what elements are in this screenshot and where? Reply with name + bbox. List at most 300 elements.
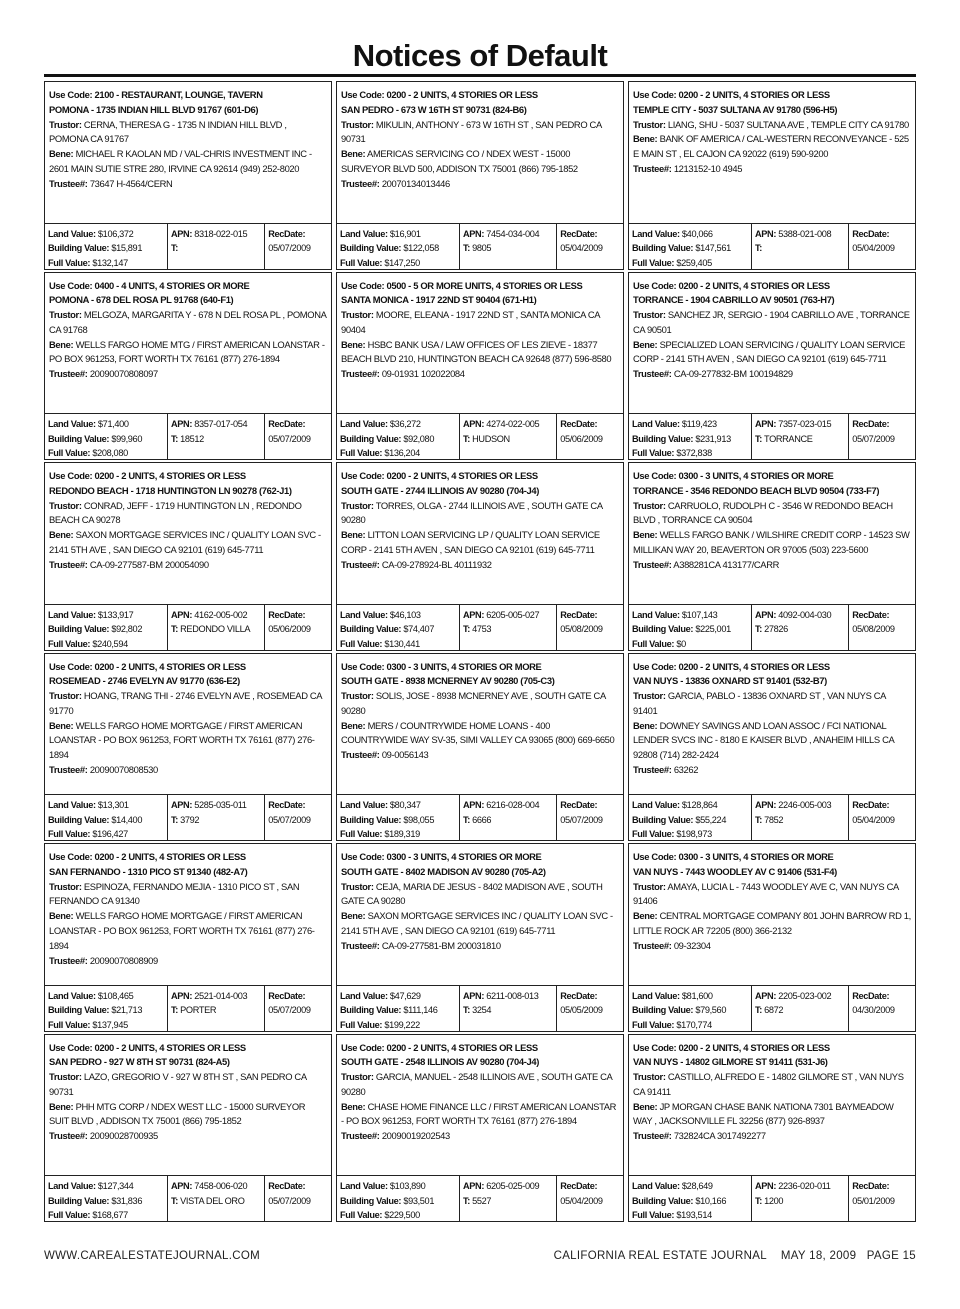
trustor-line (633, 689, 911, 719)
land-value-value: $80,347 (389, 800, 421, 810)
apn-line (463, 417, 553, 432)
land-value-value: $36,272 (389, 419, 421, 429)
trustee-value: 732824CA 3017492277 (673, 1130, 766, 1142)
trustee-line (341, 939, 619, 954)
notice-body (337, 844, 623, 985)
trustor-line (633, 880, 911, 910)
land-value-line (632, 1179, 748, 1194)
apn-value: 6205-025-009 (486, 1181, 540, 1191)
tract-value: 27826 (764, 624, 788, 635)
rec-date-label: RecDate: (560, 1181, 598, 1191)
trustee-value: 20070134013446 (381, 177, 450, 189)
notice-body (45, 463, 331, 604)
full-value-line (632, 1018, 748, 1031)
apn-cell (168, 605, 265, 650)
trustee-line (49, 558, 327, 573)
beneficiary-line (341, 1100, 619, 1130)
footer-website[interactable]: WWW.CAREALESTATEJOURNAL.COM (44, 1250, 260, 1262)
full-value-value: $229,500 (384, 1210, 420, 1221)
beneficiary-line (49, 338, 327, 368)
building-value-value: $92,080 (403, 433, 435, 444)
rec-date-label: RecDate: (852, 228, 890, 239)
use-code: Use Code: 0300 - 3 UNITS, 4 STORIES OR MORE (341, 851, 542, 862)
rec-date-cell (265, 795, 331, 840)
trustee-value: 63262 (673, 764, 699, 776)
tract-value: 6872 (764, 1005, 784, 1016)
property-address: VAN NUYS - 7443 WOODLEY AV C 91406 (531-F4) (633, 865, 837, 877)
value-cell (629, 986, 752, 1031)
building-value-label: Building Value: (48, 814, 110, 825)
trustor-label: Trustor: (341, 499, 374, 511)
trustee-label: Trustee#: (341, 368, 380, 380)
building-value-value: $111,146 (403, 1005, 438, 1016)
full-value-label: Full Value: (632, 257, 675, 268)
trustee-label: Trustee#: (341, 749, 380, 761)
tract-label: T: (462, 1195, 470, 1206)
beneficiary-line (341, 338, 619, 368)
tract-line (755, 1194, 845, 1209)
trustor-value: MOORE, ELEANA - 1917 22ND ST , SANTA MONICA CA 90404 (341, 309, 600, 335)
trustor-value: SANCHEZ JR, SERGIO - 1904 CABRILLO AVE , TORRANCE CA 90501 (633, 309, 910, 335)
rec-date-cell (557, 986, 623, 1031)
land-value-line (340, 227, 456, 242)
use-code: Use Code: 0400 - 4 UNITS, 4 STORIES OR MORE (49, 279, 250, 291)
apn-value: 2236-020-011 (778, 1181, 831, 1191)
rec-date-cell (265, 224, 331, 269)
rec-date-value: 05/04/2009 (560, 1195, 603, 1206)
notice-card (336, 272, 624, 461)
notice-values (337, 604, 623, 650)
value-cell (45, 1176, 168, 1221)
full-value-value: $193,514 (676, 1210, 712, 1221)
beneficiary-line (49, 1100, 327, 1130)
rec-date-label: RecDate: (852, 1181, 890, 1191)
full-value-label: Full Value: (340, 448, 383, 459)
trustor-label: Trustor: (633, 118, 666, 130)
trustor-value: CERNA, THERESA G - 1735 N INDIAN HILL BLVD , POMONA CA 91767 (49, 118, 287, 145)
notice-values (45, 223, 331, 269)
rec-date-value: 05/07/2009 (852, 433, 895, 444)
building-value-label: Building Value: (340, 433, 402, 444)
land-value-line (632, 989, 748, 1004)
land-value-value: $47,629 (389, 990, 421, 1001)
apn-line (171, 227, 261, 242)
building-value-value: $92,802 (111, 624, 143, 635)
value-cell (629, 605, 752, 650)
beneficiary-label: Bene: (49, 910, 74, 922)
tract-label: T: (462, 624, 470, 635)
trustor-value: GARCIA, MANUEL - 2548 ILLINOIS AVE , SOUTH GATE CA 90280 (341, 1071, 612, 1097)
trustee-label: Trustee#: (633, 939, 672, 951)
land-value-label: Land Value: (48, 1181, 96, 1191)
rec-date-label: RecDate: (560, 419, 598, 429)
full-value-label: Full Value: (632, 829, 675, 840)
apn-cell (168, 986, 265, 1031)
trustor-line (49, 308, 327, 338)
value-cell (45, 414, 168, 459)
property-address: TORRANCE - 1904 CABRILLO AV 90501 (763-H7) (633, 294, 835, 306)
beneficiary-value: CENTRAL MORTGAGE COMPANY 801 JOHN BARROW RD 1, LITTLE ROCK AR 72205 (800) 366-2132 (633, 910, 911, 936)
trustor-label: Trustor: (341, 309, 374, 321)
land-value-value: $71,400 (97, 419, 129, 429)
apn-cell (460, 224, 557, 269)
footer-info (554, 1250, 916, 1262)
tract-line (171, 432, 261, 447)
trustee-line (341, 748, 619, 763)
rec-date-label: RecDate: (268, 609, 306, 620)
beneficiary-value: SAXON MORTGAGE SERVICES INC / QUALITY LOAN SVC - 2141 5TH AVE , SAN DIEGO CA 92101 (619) 645-7711 (341, 910, 613, 936)
notice-card (44, 653, 332, 842)
building-value-value: $55,224 (695, 814, 727, 825)
apn-value: 2246-005-003 (778, 800, 832, 810)
rec-date-label: RecDate: (560, 609, 598, 620)
full-value-label: Full Value: (632, 638, 675, 649)
notice-values (337, 413, 623, 459)
building-value-line (48, 241, 164, 256)
land-value-line (48, 989, 164, 1004)
apn-value: 4092-004-030 (778, 609, 832, 620)
land-value-line (48, 608, 164, 623)
beneficiary-value: CHASE HOME FINANCE LLC / FIRST AMERICAN LOANSTAR - PO BOX 961253, FORT WORTH TX 76161 (877) 276-1894 (341, 1100, 617, 1127)
rec-date-value: 05/04/2009 (560, 243, 603, 254)
full-value-value: $136,204 (384, 448, 420, 459)
notice-body (629, 1035, 915, 1176)
trustee-line (49, 367, 327, 382)
rec-date-cell (265, 414, 331, 459)
tract-line (755, 622, 845, 637)
full-value-value: $170,774 (676, 1019, 712, 1030)
trustee-value: A388281CA 413177/CARR (673, 558, 780, 570)
trustee-line (633, 558, 911, 573)
beneficiary-value: SAXON MORTGAGE SERVICES INC / QUALITY LOAN SVC - 2141 5TH AVE , SAN DIEGO CA 92101 (619) 645-7711 (49, 529, 321, 555)
land-value-label: Land Value: (48, 609, 96, 620)
trustor-line (341, 1070, 619, 1100)
beneficiary-label: Bene: (341, 529, 366, 541)
beneficiary-value: MICHAEL R KAOLAN MD / VAL-CHRIS INVESTMENT INC - 2601 MAIN SUTIE STRE 280, IRVINE CA 92614 (949) 252-8020 (49, 148, 312, 174)
beneficiary-line (633, 719, 911, 763)
land-value-value: $128,864 (681, 800, 718, 810)
full-value-label: Full Value: (632, 448, 675, 459)
apn-label: APN: (462, 419, 485, 429)
building-value-value: $99,960 (111, 433, 143, 444)
use-code: Use Code: 0200 - 2 UNITS, 4 STORIES OR LESS (633, 1041, 830, 1053)
rec-date-cell (849, 414, 915, 459)
full-value-line (48, 446, 164, 459)
full-value-line (632, 446, 748, 459)
full-value-value: $132,147 (92, 257, 128, 268)
full-value-line (632, 637, 748, 650)
beneficiary-label: Bene: (49, 719, 74, 731)
land-value-line (48, 798, 164, 813)
use-code: Use Code: 2100 - RESTAURANT, LOUNGE, TAVERN (49, 89, 263, 100)
use-code: Use Code: 0200 - 2 UNITS, 4 STORIES OR LESS (341, 89, 538, 100)
trustee-label: Trustee#: (49, 177, 88, 189)
trustor-label: Trustor: (49, 1071, 82, 1083)
building-value-label: Building Value: (632, 1195, 694, 1206)
building-value-line (632, 432, 748, 447)
rec-date-label: RecDate: (268, 228, 306, 239)
full-value-label: Full Value: (48, 257, 91, 268)
notice-card (44, 272, 332, 461)
building-value-line (48, 1003, 164, 1018)
full-value-value: $199,222 (384, 1019, 420, 1030)
notice-values (629, 413, 915, 459)
land-value-label: Land Value: (340, 800, 388, 810)
trustee-label: Trustee#: (633, 1130, 672, 1142)
full-value-label: Full Value: (48, 638, 91, 649)
apn-cell (752, 414, 849, 459)
tract-label: T: (754, 1195, 762, 1206)
notice-card (628, 1034, 916, 1223)
tract-value: 5527 (472, 1195, 492, 1206)
rec-date-label: RecDate: (268, 1181, 306, 1191)
trustee-line (49, 763, 327, 778)
trustor-label: Trustor: (633, 1071, 666, 1083)
tract-label: T: (754, 433, 762, 444)
tract-value: HUDSON (472, 433, 510, 444)
trustee-value: CA-09-277581-BM 200031810 (381, 939, 501, 951)
beneficiary-value: WELLS FARGO HOME MTG / FIRST AMERICAN LOANSTAR - PO BOX 961253, FORT WORTH TX 76161 (877) 276-1894 (49, 338, 325, 365)
beneficiary-value: WELLS FARGO HOME MORTGAGE / FIRST AMERICAN LOANSTAR - PO BOX 961253, FORT WORTH TX 76161 (877) 276-1894 (49, 719, 315, 761)
tract-line (755, 1003, 845, 1018)
tract-line (755, 813, 845, 828)
trustee-value: 20090070808097 (89, 368, 158, 380)
apn-label: APN: (754, 419, 777, 429)
beneficiary-value: MERS / COUNTRYWIDE HOME LOANS - 400 COUNTRYWIDE WAY SV-35, SIMI VALLEY CA 93065 (800) 669-6650 (341, 719, 615, 746)
beneficiary-value: DOWNEY SAVINGS AND LOAN ASSOC / FCI NATIONAL LENDER SVCS INC - 8180 E KAISER BLVD , ANAHEIM HILLS CA 92808 (714) 282-2424 (633, 719, 894, 761)
full-value-value: $0 (676, 638, 686, 649)
tract-value: 3792 (180, 814, 200, 825)
trustor-line (341, 880, 619, 910)
tract-value: 1200 (764, 1195, 784, 1206)
tract-line (171, 622, 261, 637)
notice-card (336, 1034, 624, 1223)
rec-date-value: 05/07/2009 (560, 814, 603, 825)
trustor-label: Trustor: (633, 309, 666, 321)
tract-label: T: (462, 1005, 470, 1016)
apn-line (463, 798, 553, 813)
value-cell (45, 224, 168, 269)
apn-cell (460, 414, 557, 459)
beneficiary-line (633, 338, 911, 368)
property-address: VAN NUYS - 13836 OXNARD ST 91401 (532-B7) (633, 675, 827, 687)
apn-label: APN: (170, 228, 193, 239)
beneficiary-label: Bene: (341, 910, 366, 922)
use-code: Use Code: 0300 - 3 UNITS, 4 STORIES OR MORE (633, 470, 834, 481)
rec-date-label: RecDate: (852, 609, 890, 620)
apn-line (463, 608, 553, 623)
apn-label: APN: (462, 990, 485, 1001)
value-cell (337, 986, 460, 1031)
tract-label: T: (754, 1005, 762, 1016)
building-value-label: Building Value: (48, 433, 110, 444)
full-value-label: Full Value: (340, 257, 383, 268)
rec-date-value: 05/07/2009 (268, 1005, 311, 1016)
notice-card (336, 843, 624, 1032)
rec-date-value: 05/07/2009 (268, 1195, 311, 1206)
property-address: ROSEMEAD - 2746 EVELYN AV 91770 (636-E2) (49, 675, 240, 687)
use-code: Use Code: 0200 - 2 UNITS, 4 STORIES OR LESS (49, 470, 246, 481)
use-code: Use Code: 0500 - 5 OR MORE UNITS, 4 STORIES OR LESS (341, 279, 583, 291)
tract-label: T: (170, 243, 178, 254)
apn-line (171, 1179, 261, 1194)
apn-line (171, 989, 261, 1004)
land-value-label: Land Value: (340, 1181, 388, 1191)
use-code: Use Code: 0200 - 2 UNITS, 4 STORIES OR LESS (49, 1041, 246, 1053)
apn-cell (752, 605, 849, 650)
building-value-label: Building Value: (48, 243, 110, 254)
building-value-line (632, 241, 748, 256)
property-address: POMONA - 1735 INDIAN HILL BLVD 91767 (601-D6) (49, 103, 259, 115)
trustor-label: Trustor: (341, 880, 374, 892)
building-value-label: Building Value: (48, 624, 110, 635)
apn-label: APN: (170, 990, 193, 1001)
apn-value: 7458-006-020 (194, 1181, 248, 1191)
trustor-label: Trustor: (633, 880, 666, 892)
beneficiary-line (341, 147, 619, 177)
value-cell (337, 414, 460, 459)
building-value-value: $231,913 (695, 433, 731, 444)
rec-date-cell (849, 1176, 915, 1221)
use-code: Use Code: 0200 - 2 UNITS, 4 STORIES OR LESS (633, 89, 830, 100)
tract-value: VISTA DEL ORO (180, 1195, 245, 1206)
beneficiary-line (49, 528, 327, 558)
trustor-value: GARCIA, PABLO - 13836 OXNARD ST , VAN NUYS CA 91401 (633, 690, 886, 716)
notice-values (45, 985, 331, 1031)
full-value-value: $137,945 (92, 1019, 128, 1030)
apn-label: APN: (462, 1181, 485, 1191)
tract-value: 18512 (180, 433, 204, 444)
apn-line (463, 989, 553, 1004)
value-cell (45, 795, 168, 840)
building-value-label: Building Value: (340, 1005, 402, 1016)
beneficiary-line (341, 909, 619, 939)
full-value-label: Full Value: (340, 1019, 383, 1030)
apn-value: 4274-022-005 (486, 419, 540, 429)
notice-values (45, 413, 331, 459)
apn-cell (752, 795, 849, 840)
notice-values (629, 604, 915, 650)
land-value-line (48, 1179, 164, 1194)
apn-line (755, 798, 845, 813)
building-value-label: Building Value: (48, 1005, 110, 1016)
tract-value: 9805 (472, 243, 492, 254)
apn-cell (168, 414, 265, 459)
trustee-label: Trustee#: (49, 954, 88, 966)
trustee-value: 20090028700935 (89, 1130, 158, 1142)
full-value-label: Full Value: (340, 638, 383, 649)
notice-card (44, 462, 332, 651)
tract-line (463, 241, 553, 256)
land-value-value: $46,103 (389, 609, 421, 620)
rec-date-value: 05/04/2009 (852, 814, 895, 825)
apn-label: APN: (170, 419, 193, 429)
land-value-label: Land Value: (340, 990, 388, 1001)
apn-line (171, 608, 261, 623)
trustee-label: Trustee#: (49, 368, 88, 380)
rec-date-label: RecDate: (268, 800, 306, 810)
trustor-label: Trustor: (633, 499, 666, 511)
notice-values (629, 985, 915, 1031)
full-value-line (632, 1208, 748, 1221)
land-value-value: $28,649 (681, 1181, 713, 1191)
notice-values (337, 1175, 623, 1221)
beneficiary-label: Bene: (341, 719, 366, 731)
rec-date-value: 05/01/2009 (852, 1195, 895, 1206)
rec-date-label: RecDate: (852, 419, 890, 429)
land-value-value: $133,917 (97, 609, 134, 620)
land-value-line (340, 798, 456, 813)
building-value-line (48, 432, 164, 447)
notice-card (628, 81, 916, 270)
full-value-line (48, 1208, 164, 1221)
tract-value: 6666 (472, 814, 492, 825)
full-value-line (48, 256, 164, 269)
notice-values (45, 794, 331, 840)
apn-label: APN: (170, 609, 193, 620)
building-value-line (340, 241, 456, 256)
notice-card (44, 81, 332, 270)
beneficiary-line (341, 719, 619, 749)
notice-card (628, 653, 916, 842)
trustee-label: Trustee#: (49, 1130, 88, 1142)
full-value-line (340, 827, 456, 840)
notice-body (337, 273, 623, 414)
beneficiary-line (633, 528, 911, 558)
full-value-label: Full Value: (632, 1210, 675, 1221)
rec-date-cell (557, 1176, 623, 1221)
rec-date-value: 05/07/2009 (268, 243, 311, 254)
trustee-label: Trustee#: (341, 558, 380, 570)
property-address: TEMPLE CITY - 5037 SULTANA AV 91780 (596-H5) (633, 103, 838, 115)
full-value-label: Full Value: (48, 829, 91, 840)
building-value-value: $147,561 (695, 243, 731, 254)
trustor-value: MELGOZA, MARGARITA Y - 678 N DEL ROSA PL , POMONA CA 91768 (49, 309, 327, 335)
apn-label: APN: (462, 800, 485, 810)
apn-label: APN: (754, 1181, 777, 1191)
building-value-label: Building Value: (632, 814, 694, 825)
full-value-label: Full Value: (340, 829, 383, 840)
building-value-label: Building Value: (632, 1005, 694, 1016)
value-cell (337, 605, 460, 650)
rec-date-cell (557, 224, 623, 269)
tract-label: T: (170, 1005, 178, 1016)
full-value-line (340, 446, 456, 459)
building-value-value: $225,001 (695, 624, 731, 635)
tract-label: T: (754, 624, 762, 635)
tract-value: REDONDO VILLA (180, 624, 251, 635)
property-address: SAN FERNANDO - 1310 PICO ST 91340 (482-A7) (49, 865, 248, 877)
tract-label: T: (462, 433, 470, 444)
trustor-line (633, 118, 911, 133)
rec-date-cell (557, 605, 623, 650)
building-value-value: $21,713 (111, 1005, 143, 1016)
apn-label: APN: (754, 228, 777, 239)
beneficiary-label: Bene: (633, 338, 658, 350)
page-title: Notices of Default (352, 38, 608, 73)
trustee-label: Trustee#: (633, 764, 672, 776)
building-value-line (340, 432, 456, 447)
apn-value: 7357-023-015 (778, 419, 832, 429)
beneficiary-line (633, 1100, 911, 1130)
trustee-label: Trustee#: (341, 939, 380, 951)
apn-cell (460, 795, 557, 840)
notice-body (629, 844, 915, 985)
building-value-line (632, 622, 748, 637)
apn-label: APN: (462, 228, 485, 239)
apn-line (755, 1179, 845, 1194)
apn-cell (460, 1176, 557, 1221)
